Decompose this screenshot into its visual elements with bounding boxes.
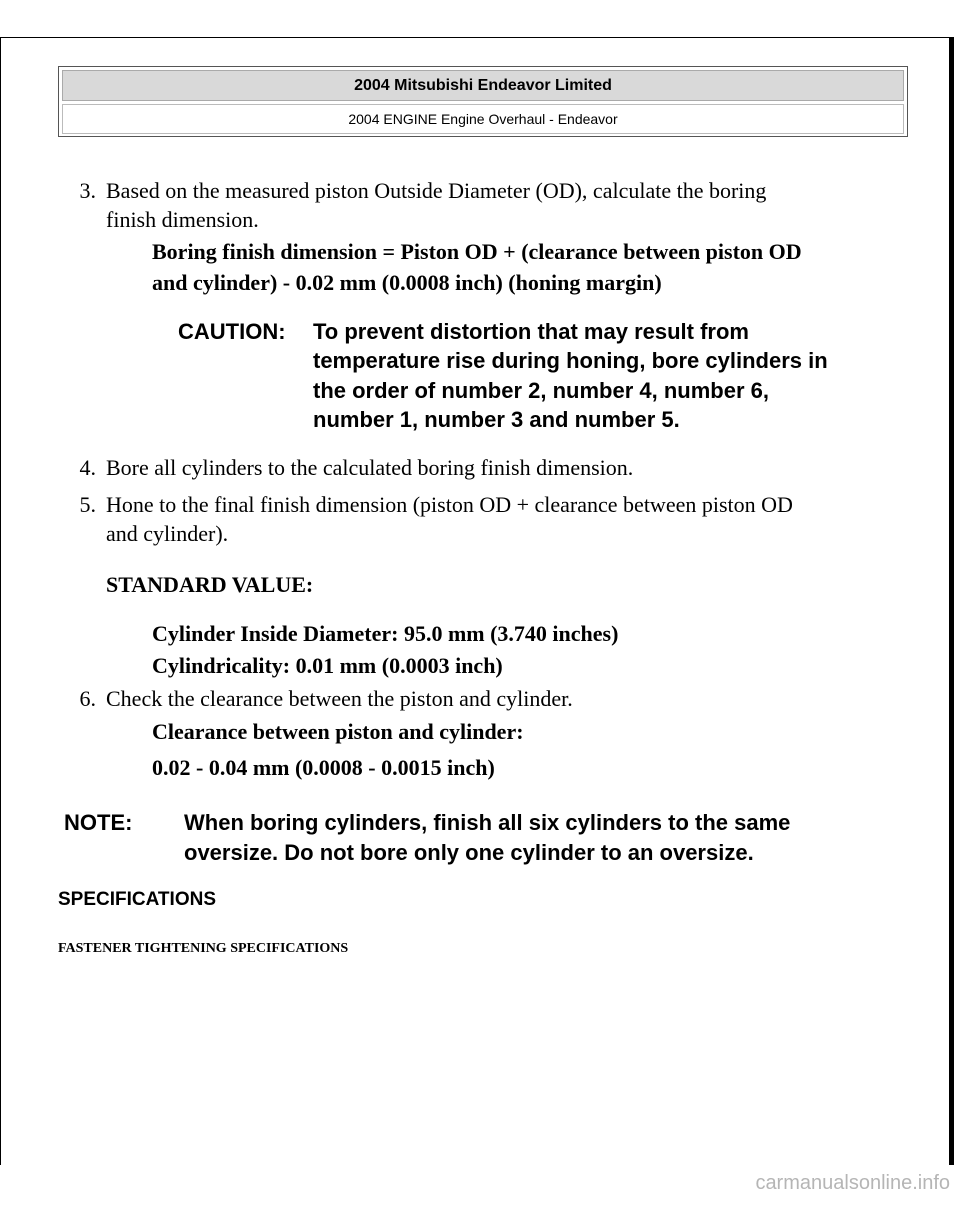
document-subtitle: 2004 ENGINE Engine Overhaul - Endeavor bbox=[62, 104, 904, 134]
subsection-heading: FASTENER TIGHTENING SPECIFICATIONS bbox=[58, 941, 349, 956]
caution-label: CAUTION: bbox=[178, 319, 286, 344]
caution-line: temperature rise during honing, bore cylinders in bbox=[313, 348, 828, 373]
step-text-line: and cylinder). bbox=[106, 521, 229, 546]
document-header bbox=[58, 66, 908, 137]
step-text-line: finish dimension. bbox=[106, 207, 259, 232]
clearance-label: Clearance between piston and cylinder: bbox=[152, 719, 524, 744]
step-number: 4. bbox=[79, 455, 96, 480]
document-title: 2004 Mitsubishi Endeavor Limited bbox=[62, 70, 904, 101]
caution-line: number 1, number 3 and number 5. bbox=[313, 407, 680, 432]
note-line: When boring cylinders, finish all six cylinders to the same bbox=[184, 810, 791, 835]
standard-value-item: Cylinder Inside Diameter: 95.0 mm (3.740 inches) bbox=[152, 621, 619, 646]
step-number: 5. bbox=[79, 492, 96, 517]
formula-line: and cylinder) - 0.02 mm (0.0008 inch) (honing margin) bbox=[152, 270, 662, 295]
caution-line: To prevent distortion that may result from bbox=[313, 319, 749, 344]
note-line: oversize. Do not bore only one cylinder to an oversize. bbox=[184, 840, 754, 865]
step-number: 6. bbox=[79, 686, 96, 711]
standard-value-heading: STANDARD VALUE: bbox=[106, 572, 314, 597]
caution-line: the order of number 2, number 4, number 6, bbox=[313, 378, 769, 403]
standard-value-item: Cylindricality: 0.01 mm (0.0003 inch) bbox=[152, 653, 503, 678]
step-text-line: Hone to the final finish dimension (piston OD + clearance between piston OD bbox=[106, 492, 793, 517]
step-text-line: Based on the measured piston Outside Diameter (OD), calculate the boring bbox=[106, 178, 767, 203]
formula-line: Boring finish dimension = Piston OD + (clearance between piston OD bbox=[152, 239, 802, 264]
step-number: 3. bbox=[79, 178, 96, 203]
footer-watermark: carmanualsonline.info bbox=[755, 1172, 950, 1194]
clearance-value: 0.02 - 0.04 mm (0.0008 - 0.0015 inch) bbox=[152, 755, 495, 780]
note-label: NOTE: bbox=[64, 810, 133, 835]
section-heading: SPECIFICATIONS bbox=[58, 889, 216, 910]
step-text-line: Bore all cylinders to the calculated boring finish dimension. bbox=[106, 455, 634, 480]
step-text-line: Check the clearance between the piston and cylinder. bbox=[106, 686, 573, 711]
